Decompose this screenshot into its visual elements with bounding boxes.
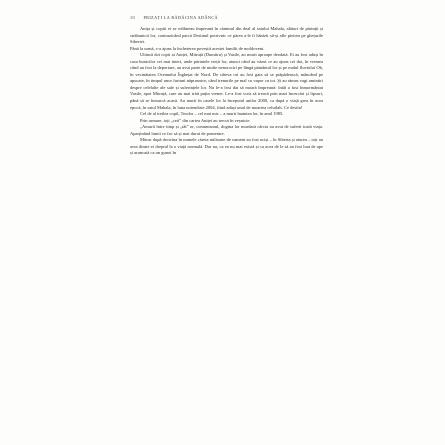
paragraph: Ultimii doi copii ai Aniței, Mitruță (Dumitru) și Vasile, au murit aproape deodată. Ei au fost aduși în casa bunicilor cei mai tineri, unde părintele vieții lor, atunci când au văzut ce au ajuns cei doi, în vremea când au fost la deportare, au avut parte de multe nenorociri pe lângă pământul lor și pe malul fluviului Ob, în vecinătatea Oceanului Înghețat de Nord. De câteva ori au fost gata să se prăpădească, mâncând pe apucate, în timpul unor furtuni năprasnice, când trenurile pe mal cu vapor cu tot. Și au rămas vagi amintiri despre celelalte ale sale și suferințele lor. Nu le-a fost dat să moară împreună: întâi a fost înmormântat Vasile, apoi Mitruță, care au mai trăit puțin vreme. Le-a fost scris să treacă prin mari încercări și lipsuri, până să se întoarcă acasă. Au murit în casele lor la începutul anilor 2000, ca după o viață grea în acea epocă, în satul Mahala, în luna noiembrie 2004, fiind aduși unul de moartea celuilalt. Ce destin!	[130, 52, 323, 110]
paragraph: Măcar după doctrina în numele căreia milioane de oameni au fost uciși – în Siberia și aiurea – toți au avut dintre ei dreptul la o viață normală. Dar nu, ca ea nu mai există și ca acea de le să au fost luat de ape și aruncată ca un gunoi în	[130, 137, 323, 156]
page-number: 10	[130, 15, 135, 20]
paragraph: Cel de al treilea copil, Teodor – cel mai mic – a murit înaintea lor, în anul 1985.	[140, 111, 284, 117]
paragraph: „Amurit între timp și „tăt” or, comunismul, dogma lor murdară cârcia au avut de suferit toată viața. Aparținând lumii ce fac să și mai durut de pomenire.	[130, 124, 323, 136]
running-title: PRIZAȚI LA RĂDĂCINA ADÂNCĂ	[143, 15, 218, 20]
running-header	[130, 15, 218, 20]
body-text	[130, 26, 323, 157]
paragraph: Prin urmare, toți „ceii” din cartea Aniței au trecut în veșnicie.	[140, 117, 251, 123]
paragraph: Anița și copiii ei se odihneau împreună în căminul din deal al satului Mahala, alături de părinții și străbunicii lor, contrazicând parcă Destinul potrivnic ce părea a-le fi hărăzit să-și afle pieirea pe ghețurile Siberiei. Până la urmă, s-a ajuns la încheierea poveștii acestei familii de moldoveni.	[130, 26, 323, 51]
